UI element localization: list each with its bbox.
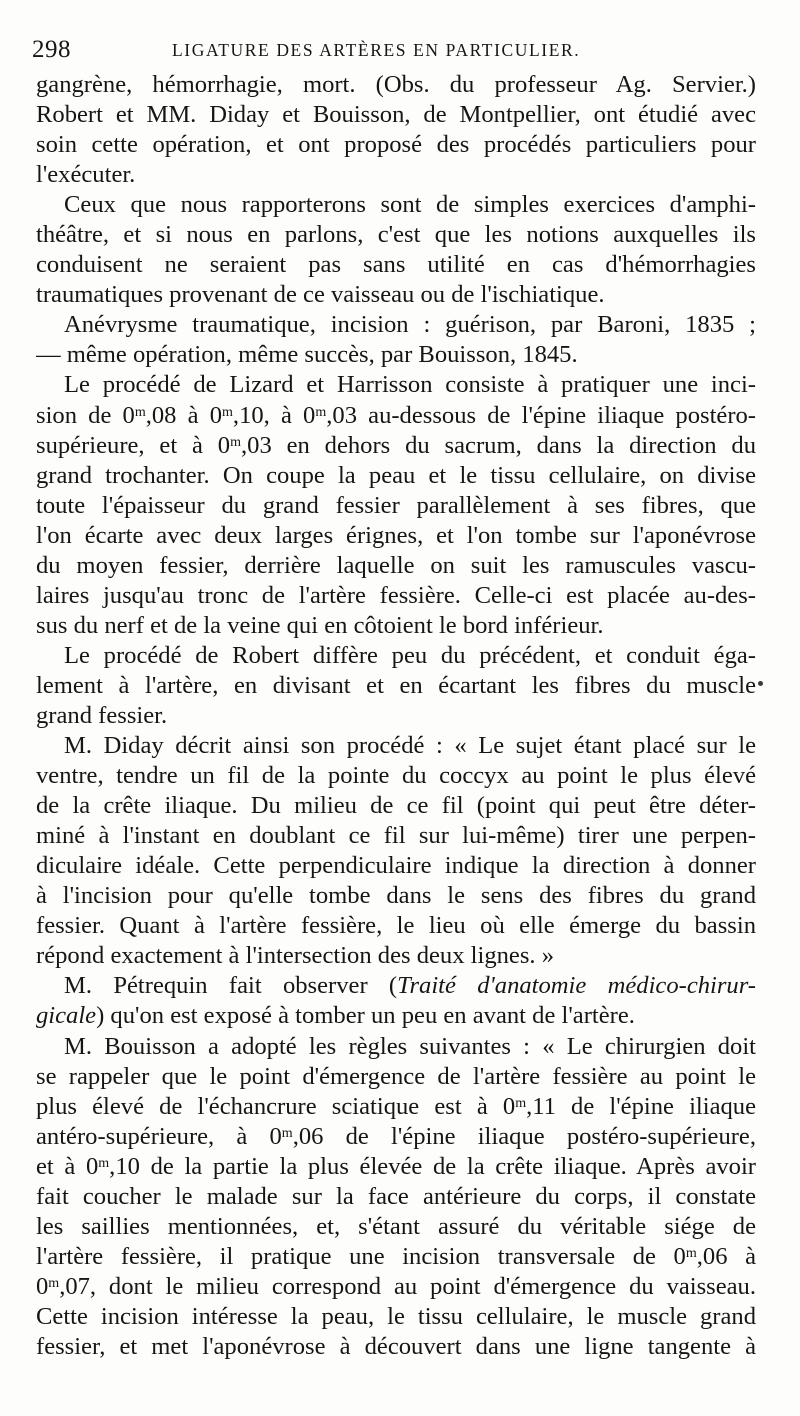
line-segment: ,10, à 0 [232, 401, 316, 429]
line-segment: ,06 de l'épine iliaque postéro-supérieure, [292, 1122, 756, 1150]
text-line [36, 401, 756, 431]
text-line: laires jusqu'au tronc de l'artère fessière. Celle-ci est placée au-des- [36, 581, 756, 609]
text-line: les saillies mentionnées, et, s'étant assuré du véritable siége de [36, 1212, 756, 1240]
text-line: fessier. Quant à l'artère fessière, le lieu où elle émerge du bassin [36, 912, 756, 940]
text-line: fessier, et met l'aponévrose à découvert dans une ligne tangente à [36, 1332, 756, 1360]
text-line [36, 1001, 756, 1031]
text-line: Le procédé de Lizard et Harrisson consiste à pratiquer une inci- [64, 371, 756, 399]
text-line: ventre, tendre un fil de la pointe du coccyx au point le plus élevé [36, 762, 756, 790]
line-segment: m [222, 404, 233, 420]
line-segment: m [515, 1095, 527, 1111]
text-line: l'on écarte avec deux larges érignes, et l'on tombe sur l'aponévrose [36, 521, 756, 549]
line-segment: ,06 à [696, 1242, 756, 1270]
text-line [36, 1272, 756, 1302]
line-segment: m [230, 434, 241, 450]
line-segment: ,07, dont le milieu correspond au point d'émergence du vaisseau. [59, 1272, 756, 1300]
line-segment: m [134, 404, 146, 420]
text-line: du moyen fessier, derrière laquelle on suit les ramuscules vascu- [36, 551, 756, 579]
page-number: 298 [32, 36, 71, 63]
line-segment: Traité d'anatomie médico-chirur- [397, 972, 756, 1000]
line-segment: m [48, 1275, 60, 1291]
text-line: Le procédé de Robert diffère peu du précédent, et conduit éga- [64, 641, 756, 669]
text-line: traumatiques provenant de ce vaisseau ou de l'ischiatique. [36, 281, 605, 309]
text-line: conduisent ne seraient pas sans utilité en cas d'hémorrhagies [36, 251, 756, 279]
text-line: Ceux que nous rapporterons sont de simples exercices d'amphi- [64, 191, 756, 219]
text-line: Cette incision intéresse la peau, le tissu cellulaire, le muscle grand [36, 1302, 756, 1330]
line-segment: ,10 de la partie la plus élevée de la crête iliaque. Après avoir [109, 1152, 756, 1180]
text-line: grand trochanter. On coupe la peau et le tissu cellulaire, on divise [36, 461, 756, 489]
text-line: Robert et MM. Diday et Bouisson, de Montpellier, ont étudié avec [36, 101, 756, 129]
text-line: théâtre, et si nous en parlons, c'est que les notions auxquelles ils [36, 221, 756, 249]
line-segment: ,03 en dehors du sacrum, dans la direction du [241, 431, 756, 459]
text-line: répond exactement à l'intersection des deux lignes. » [36, 942, 554, 970]
text-line: Anévrysme traumatique, incision : guérison, par Baroni, 1835 ; [64, 311, 756, 339]
text-line: gangrène, hémorrhagie, mort. (Obs. du professeur Ag. Servier.) [36, 71, 756, 98]
text-line: se rappeler que le point d'émergence de l'artère fessière au point le [36, 1062, 756, 1090]
text-line: de la crête iliaque. Du milieu de ce fil (point qui peut être déter- [36, 792, 756, 820]
line-segment: M. Pétrequin fait observer ( [64, 972, 398, 1000]
text-line [36, 431, 756, 461]
line-segment: plus élevé de l'échancrure sciatique est à 0 [36, 1092, 516, 1120]
line-segment: antéro-supérieure, à 0 [36, 1122, 282, 1150]
line-segment: m [281, 1125, 293, 1141]
text-line [36, 1122, 756, 1152]
line-segment: m [98, 1155, 110, 1171]
text-line: toute l'épaisseur du grand fessier parallèlement à ses fibres, que [36, 491, 756, 519]
text-line: M. Diday décrit ainsi son procédé : « Le sujet étant placé sur le [64, 732, 756, 760]
line-segment: supérieure, et à 0 [36, 431, 231, 459]
line-segment: gicale [36, 1002, 97, 1030]
line-segment: ,03 au-dessous de l'épine iliaque postéro- [326, 401, 756, 429]
text-line: à l'incision pour qu'elle tombe dans le sens des fibres du grand [36, 882, 756, 910]
line-segment: m [315, 404, 327, 420]
line-segment: 0 [36, 1272, 49, 1300]
line-segment: et à 0 [36, 1152, 99, 1180]
text-line [36, 1152, 756, 1182]
text-line: sus du nerf et de la veine qui en côtoient le bord inférieur. [36, 611, 604, 639]
text-line: miné à l'instant en doublant ce fil sur lui-même) tirer une perpen- [36, 822, 756, 850]
line-segment: l'artère fessière, il pratique une incision transversale de 0 [36, 1242, 686, 1270]
text-line: soin cette opération, et ont proposé des procédés particuliers pour [36, 131, 756, 159]
text-line: fait coucher le malade sur la face antérieure du corps, il constate [36, 1182, 756, 1210]
line-segment: ,11 de l'épine iliaque [526, 1092, 756, 1120]
print-speck [758, 681, 763, 686]
text-line: l'exécuter. [36, 161, 136, 189]
text-line: lement à l'artère, en divisant et en écartant les fibres du muscle [36, 671, 756, 699]
line-segment: m [685, 1245, 697, 1261]
text-line [36, 971, 756, 1001]
running-title: LIGATURE DES ARTÈRES EN PARTICULIER. [172, 40, 581, 60]
line-segment: ,08 à 0 [145, 401, 223, 429]
line-segment: ) qu'on est exposé à tomber un peu en avant de l'artère. [96, 1002, 635, 1030]
text-line: — même opération, même succès, par Bouisson, 1845. [36, 341, 578, 369]
text-line: diculaire idéale. Cette perpendiculaire indique la direction à donner [36, 852, 756, 880]
text-line: grand fessier. [36, 701, 168, 729]
text-line: M. Bouisson a adopté les règles suivantes : « Le chirurgien doit [64, 1032, 756, 1060]
text-line [36, 1242, 756, 1272]
text-line [36, 1092, 756, 1122]
body-text [36, 70, 756, 1362]
line-segment: sion de 0 [36, 401, 135, 429]
